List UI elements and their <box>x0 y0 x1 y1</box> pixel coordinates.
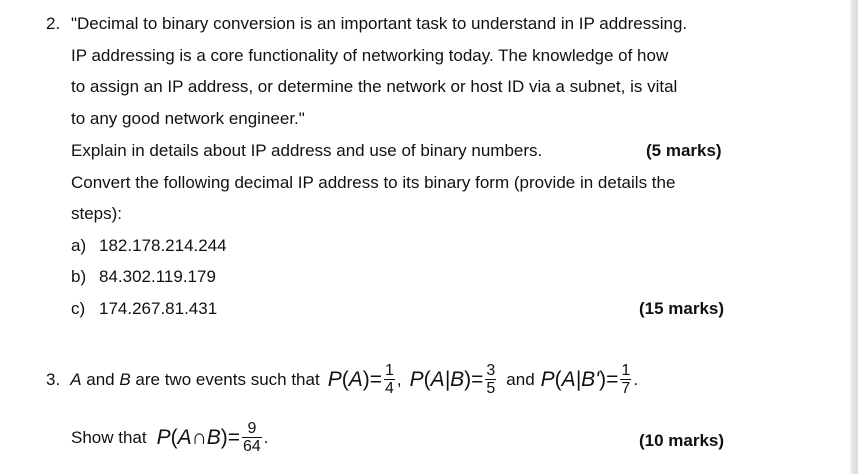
fraction <box>485 362 496 397</box>
fraction <box>384 362 395 397</box>
question-3-statement <box>46 362 638 397</box>
paren: ) <box>464 367 472 391</box>
numerator: 3 <box>486 362 496 379</box>
prob-func: P <box>540 367 555 391</box>
question-3-show-that <box>71 420 269 455</box>
convert-instruction: steps): <box>71 204 123 223</box>
numerator: 9 <box>247 420 257 437</box>
prob-arg: A|B <box>430 367 465 391</box>
period: . <box>263 427 269 447</box>
paren: ( <box>423 367 431 391</box>
paren: ) <box>362 367 370 391</box>
list-item <box>71 299 217 319</box>
item-label: a) <box>71 236 87 255</box>
formula-p-intersect <box>157 426 240 450</box>
denominator: 4 <box>384 380 394 397</box>
item-label: c) <box>71 299 86 318</box>
marks-label: (10 marks) <box>639 431 725 450</box>
paren: ( <box>554 367 562 391</box>
paren: ( <box>170 425 178 449</box>
show-that-text: Show that <box>71 427 147 447</box>
question-number: 3. <box>46 369 61 389</box>
conjunction: and <box>506 369 535 389</box>
equals: = <box>227 425 240 449</box>
prob-func: P <box>409 367 424 391</box>
ip-address: 182.178.214.244 <box>99 236 227 255</box>
window-edge-shadow <box>849 0 858 474</box>
event-b: B <box>119 369 131 389</box>
prob-arg: A|B' <box>561 367 600 391</box>
separator: , <box>396 369 402 389</box>
formula-p-a <box>328 368 382 392</box>
prob-arg: A <box>348 367 363 391</box>
ip-address: 174.267.81.431 <box>99 299 218 318</box>
prob-func: P <box>156 425 171 449</box>
convert-instruction: Convert the following decimal IP address to its binary form (provide in details the <box>71 173 676 192</box>
paren: ( <box>341 367 349 391</box>
quote-line: "Decimal to binary conversion is an important task to understand in IP addressing. <box>71 14 688 33</box>
quote-line: to any good network engineer." <box>71 109 305 128</box>
explain-instruction: Explain in details about IP address and use of binary numbers. <box>71 141 543 160</box>
fraction <box>620 362 631 397</box>
intro-text: and <box>81 369 120 389</box>
numerator: 1 <box>384 362 394 379</box>
list-item <box>71 267 216 287</box>
prob-func: P <box>327 367 342 391</box>
formula-p-a-given-b-prime <box>541 368 619 392</box>
list-item <box>71 236 227 256</box>
equals: = <box>471 367 484 391</box>
fraction <box>242 420 262 455</box>
denominator: 5 <box>486 380 496 397</box>
question-number: 2. <box>46 14 61 33</box>
numerator: 1 <box>621 362 631 379</box>
prob-arg: A∩B <box>177 425 221 449</box>
paren: ) <box>599 367 607 391</box>
quote-line: IP addressing is a core functionality of networking today. The knowledge of how <box>71 46 669 65</box>
intro-text: are two events such that <box>130 369 320 389</box>
ip-address: 84.302.119.179 <box>99 267 216 286</box>
quote-line: to assign an IP address, or determine the network or host ID via a subnet, is vital <box>71 77 678 96</box>
marks-label: (15 marks) <box>639 299 725 318</box>
marks-label: (5 marks) <box>646 141 722 160</box>
event-a: A <box>70 369 82 389</box>
item-label: b) <box>71 267 87 286</box>
period: . <box>633 369 639 389</box>
denominator: 7 <box>621 380 631 397</box>
paren: ) <box>220 425 228 449</box>
formula-p-a-given-b <box>410 368 484 392</box>
equals: = <box>369 367 382 391</box>
denominator: 64 <box>243 438 261 455</box>
equals: = <box>606 367 619 391</box>
